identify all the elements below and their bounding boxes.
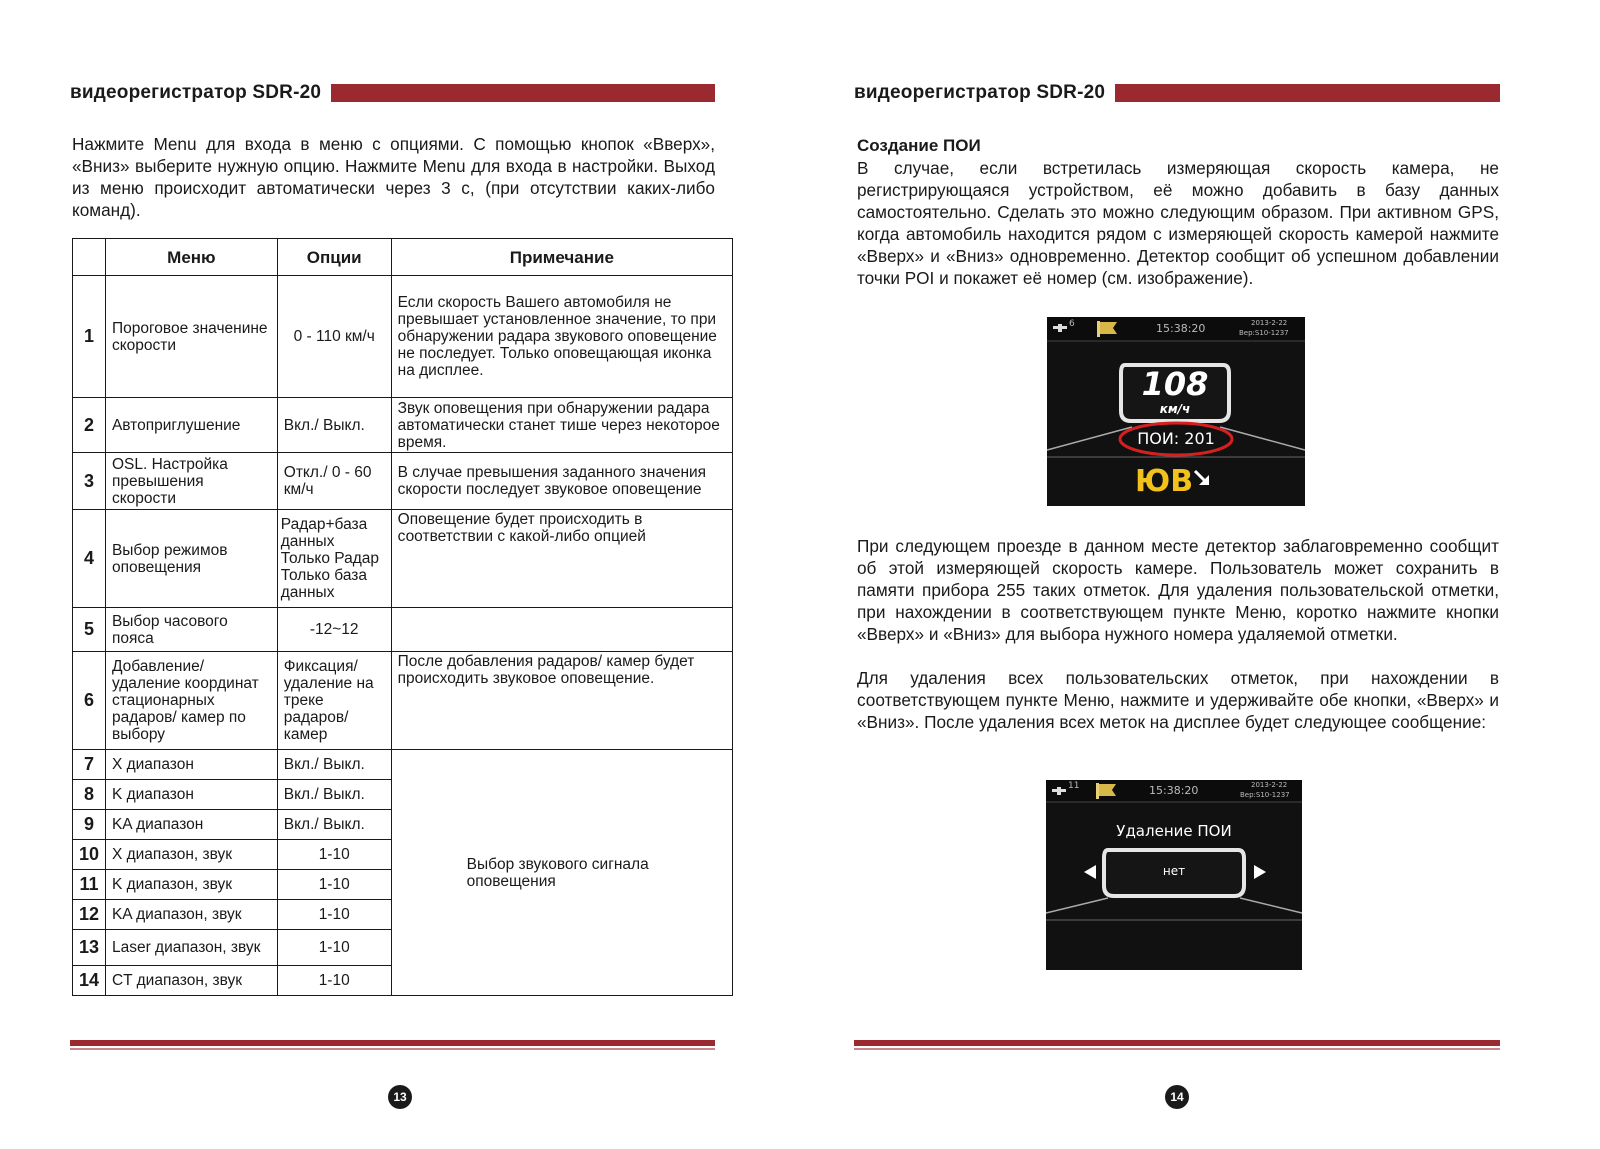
screen-version: Bep:S10-1237 xyxy=(1240,791,1290,799)
device-screen-poi xyxy=(1047,317,1305,506)
row-options: Радар+база данных Только Радар Только база данных xyxy=(277,510,391,608)
row-note: После добавления радаров/ камер будет происходить звуковое оповещение. xyxy=(391,652,732,750)
arrow-left-icon xyxy=(1084,865,1096,879)
merged-note-text: Выбор звукового сигнала оповещения xyxy=(466,855,649,890)
row-options: 1-10 xyxy=(277,870,391,900)
row-options: 1-10 xyxy=(277,900,391,930)
right-page xyxy=(800,0,1600,1149)
row-num: 11 xyxy=(73,870,106,900)
row-menu: CT диапазон, звук xyxy=(105,966,277,996)
table-header-row xyxy=(73,239,733,276)
row-note: Звук оповещения при обнаружении радара автоматически станет тише через некоторое время. xyxy=(391,398,732,453)
row-menu: Выбор режимов оповещения xyxy=(105,510,277,608)
arrow-right-icon xyxy=(1254,865,1266,879)
poi-paragraph-2: При следующем проезде в данном месте детектор заблаговременно сообщит об этой измеряющей скорость камере. Пользователь может сохранить в памяти прибора 255 таких отметок. Для удаления пользовательской отметки, при нахождении в соответствующем пункте Меню, коротко нажмите кнопки «Вверх» и «Вниз» для выбора нужного номера удаляемой отметки. xyxy=(857,536,1499,644)
row-menu: Laser диапазон, звук xyxy=(105,930,277,966)
table-row xyxy=(73,652,733,750)
delete-poi-title: Удаление ПОИ xyxy=(1116,822,1232,840)
row-num: 14 xyxy=(73,966,106,996)
merged-note xyxy=(391,750,732,996)
delete-poi-value: нет xyxy=(1162,864,1186,878)
row-num: 1 xyxy=(73,276,106,398)
row-menu: Пороговое значенине скорости xyxy=(105,276,277,398)
screen-version: Bep:S10-1237 xyxy=(1239,329,1289,337)
row-menu: X диапазон, звук xyxy=(105,840,277,870)
table-row xyxy=(73,750,733,780)
row-options: 1-10 xyxy=(277,840,391,870)
row-num: 10 xyxy=(73,840,106,870)
satellite-count: 11 xyxy=(1068,781,1080,791)
page-header xyxy=(854,82,1500,104)
row-options: Вкл./ Выкл. xyxy=(277,398,391,453)
row-options: Вкл./ Выкл. xyxy=(277,810,391,840)
row-options: 1-10 xyxy=(277,930,391,966)
row-menu: KA диапазон xyxy=(105,810,277,840)
direction-label: ЮВ xyxy=(1135,464,1194,499)
row-options: Вкл./ Выкл. xyxy=(277,750,391,780)
page-header xyxy=(70,82,715,104)
row-note xyxy=(391,608,732,652)
row-num: 4 xyxy=(73,510,106,608)
intro-paragraph: Нажмите Menu для входа в меню с опциями. С помощью кнопок «Вверх», «Вниз» выберите нужную опцию. Нажмите Menu для входа в настройки. Выход из меню происходит автоматически через 3 с, (при отсутствии каких-либо команд). xyxy=(72,134,715,220)
row-options: 1-10 xyxy=(277,966,391,996)
row-menu: X диапазон xyxy=(105,750,277,780)
table-row xyxy=(73,398,733,453)
page-number: 13 xyxy=(388,1085,412,1109)
section-title: Создание ПОИ xyxy=(857,136,981,155)
row-num: 13 xyxy=(73,930,106,966)
row-menu: Добавление/ удаление координат стационарных радаров/ камер по выбору xyxy=(105,652,277,750)
header-num xyxy=(73,239,106,276)
poi-label: ПОИ: 201 xyxy=(1137,429,1215,448)
direction-arrow-icon xyxy=(1195,471,1209,485)
row-num: 9 xyxy=(73,810,106,840)
row-options: Фиксация/ удаление на треке радаров/ камер xyxy=(277,652,391,750)
footer-rule xyxy=(854,1040,1500,1050)
row-num: 8 xyxy=(73,780,106,810)
row-num: 5 xyxy=(73,608,106,652)
speed-unit: км/ч xyxy=(1159,402,1191,416)
table-row xyxy=(73,510,733,608)
poi-paragraph-1: В случае, если встретилась измеряющая скорость камера, не регистрирующаяся устройством, её можно добавить в базу данных самостоятельно. Сделать это можно следующим образом. При активном GPS, когда автомобиль находится рядом с измеряющей скорость камерой нажмите «Вверх» и «Вниз» одновременно. Детектор сообщит об успешном добавлении точки POI и покажет её номер (см. изображение). xyxy=(857,158,1499,288)
row-menu: K диапазон xyxy=(105,780,277,810)
row-num: 12 xyxy=(73,900,106,930)
row-menu: Автоприглушение xyxy=(105,398,277,453)
table-row xyxy=(73,276,733,398)
row-note: В случае превышения заданного значения скорости последует звуковое оповещение xyxy=(391,453,732,510)
poi-paragraph-3: Для удаления всех пользовательских отметок, при нахождении в соответствующем пункте Меню, нажмите и удерживайте обе кнопки, «Вверх» и «Вниз». После удаления всех меток на дисплее будет следующее сообщение: xyxy=(857,668,1499,732)
table-row xyxy=(73,608,733,652)
row-num: 3 xyxy=(73,453,106,510)
screen-date: 2013-2-22 xyxy=(1251,781,1288,789)
row-menu: KA диапазон, звук xyxy=(105,900,277,930)
row-note: Если скорость Вашего автомобиля не превышает установленное значение, то при обнаружении радара звукового оповещение не последует. Только оповещающая иконка на дисплее. xyxy=(391,276,732,398)
row-num: 2 xyxy=(73,398,106,453)
header-title: видеорегистратор SDR-20 xyxy=(854,82,1106,103)
header-menu: Меню xyxy=(105,239,277,276)
row-options: Откл./ 0 - 60 км/ч xyxy=(277,453,391,510)
row-num: 7 xyxy=(73,750,106,780)
screen-date: 2013-2-22 xyxy=(1251,319,1288,327)
table-row xyxy=(73,453,733,510)
header-bar xyxy=(1115,84,1500,102)
row-menu: Выбор часового пояса xyxy=(105,608,277,652)
row-num: 6 xyxy=(73,652,106,750)
row-options: 0 - 110 км/ч xyxy=(277,276,391,398)
page-number: 14 xyxy=(1165,1085,1189,1109)
row-menu: K диапазон, звук xyxy=(105,870,277,900)
options-table xyxy=(72,238,733,996)
footer-rule xyxy=(70,1040,715,1050)
screen-time: 15:38:20 xyxy=(1156,322,1206,335)
row-note: Оповещение будет происходить в соответствии с какой-либо опцией xyxy=(391,510,732,608)
device-screen-delete-poi xyxy=(1046,780,1302,970)
header-title: видеорегистратор SDR-20 xyxy=(70,82,322,103)
header-bar xyxy=(331,84,715,102)
header-options: Опции xyxy=(277,239,391,276)
header-note: Примечание xyxy=(391,239,732,276)
row-options: -12~12 xyxy=(277,608,391,652)
row-options: Вкл./ Выкл. xyxy=(277,780,391,810)
screen-time: 15:38:20 xyxy=(1149,784,1199,797)
speed-value: 108 xyxy=(1141,365,1209,403)
row-menu: OSL. Настройка превышения скорости xyxy=(105,453,277,510)
satellite-count: 6 xyxy=(1069,319,1075,329)
